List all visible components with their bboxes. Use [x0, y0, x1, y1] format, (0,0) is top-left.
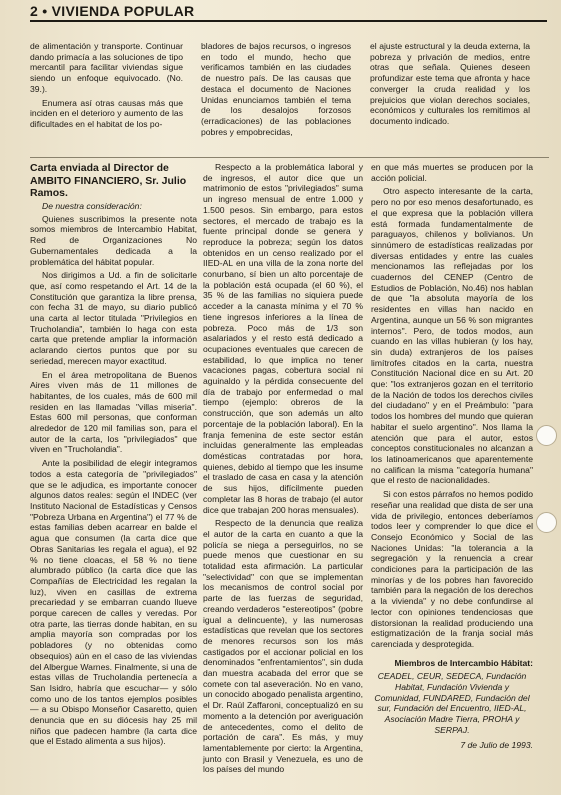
paragraph: Quienes suscribimos la presente nota somos miembros de Intercambio Habitat, Red de Organizaciones No Gubernamentales dedicada a la problemática del hábitat popular. [30, 213, 197, 267]
paragraph: Nos dirigimos a Ud. a fin de solicitarle que, así como respetando el Art. 14 de la Constitución que garantiza la libre prensa, con fecha 31 de mayo, su diario publicó una carta al lector titulada "Privilegios en Trucholandia", también lo haga con esta carta que pretende ampliar la información aclarando ciertos puntos que por su seriedad, merecen mayor exactitud. [30, 270, 197, 366]
binder-hole [536, 425, 557, 446]
paragraph: Si con estos párrafos no hemos podido reseñar una realidad que dista de ser una vida de privilegio, entonces deberíamos todos leer y comprender lo que dice el Consejo Económico y Social de las Naciones Unidas: "la tolerancia a la segregación y la renuencia a crear condiciones para la participación de las minorías y de los pobres han favorecido también para la negación de los derechos a la vivienda" y no debe confundirse al lector con opiniones tendenciosas que distorsionan la realidad produciendo una estigmatización de la franja social más carenciada y desprotegida. [371, 489, 533, 649]
signature-heading: Miembros de Intercambio Hábitat: [394, 657, 533, 668]
signature-organizations: CEADEL, CEUR, SEDECA, Fundación Habitat, Fundación Vivienda y Comunidad, FUNDARED, Fundación del sur, Fundación del Encuentro, IIED-AL, Asociación Madre Tierra, PROHA y SERPAJ. [374, 671, 530, 735]
salutation: De nuestra consideración: [42, 201, 142, 211]
paragraph: en que más muertes se producen por la acción policial. [371, 162, 533, 183]
header-rule [30, 20, 547, 22]
paragraph: Respecto de la denuncia que realiza el autor de la carta en cuanto a que la policía se niega a perseguirlos, no se puede menos que cuestionar en su totalidad esta afirmación. La particular "selectividad" con que se implementan los mecanismos de control social por parte de las fuerzas de seguridad, creando verdaderos "estereotipos" (pobre igual a delincuente), y las numerosas estadísticas que revelan que los sectores de menores recursos son los más castigados por el accionar policial en los denominados "enfrentamientos", sin duda dan muestra acabada del error que se comete con tal aseveración. No en vano, un conocido abogado penalista argentino, el Dr. Raúl Zaffaroni, conceptualizó en su momento a la detención por averiguación de antecedentes, como el delito de portación de cara". Es más, y muy lamentablemente por cierto: la Argentina, junto con Brasil y Venezuela, es uno de los países del mundo [203, 518, 363, 775]
letter-headline: Carta enviada al Director de AMBITO FINANCIERO, Sr. Julio Ramos. [30, 162, 187, 199]
binder-hole [536, 512, 557, 533]
page-title: 2 • VIVIENDA POPULAR [30, 3, 195, 19]
paragraph: de alimentación y transporte. Continuar dando primacía a las soluciones de tipo mercantil para facilitar viviendas sigue siendo un enfoque equivocado. (No. 39.). [30, 41, 183, 94]
letter-date: 7 de Julio de 1993. [460, 739, 533, 750]
top-column-3 [370, 41, 530, 130]
letter-column-2 [203, 162, 363, 778]
paragraph: Ante la posibilidad de elegir integramos todos a esta categoría de "privilegiados" que se le adjudica, es importante conocer algunos datos reales: según el INDEC (ver Instituto Nacional de Estadísticas y Censos "Pobreza Urbana en Argentina") el 77 % de estas familias deben acarrear en balde el agua que consumen (la carta dice que Obras Sanitarias les regala el agua), el 92 % no tiene cloacas, el 58 % no tiene alumbrado público (la carta dice que las Compañías de Electricidad les regalan la luz), viven en casillas de extrema precariedad y se embarran cuando llueve porque carecen de calles y veredas. Por otra parte, las tierras donde habitan, en su amplia mayoría son compradas por los pobladores (y no obtenidas como obsequios) aún en el caso de las viviendas del Albergue Warnes. Finalmente, si una de estas villas de Trucholandia pertenecía a San Isidro, habría que escuchar— y sólo como uno de los tantos ejemplos posibles— a su Obispo Monseñor Casaretto, quien denuncia que en su diócesis hay 25 mil niños que padecen hambre (la carta dice que el Estado alimenta a sus hijos). [30, 458, 197, 747]
paragraph: En el área metropolitana de Buenos Aires viven más de 11 millones de habitantes, de los cuales, más de 600 mil residen en las llamadas "villas miseria". Estas 600 mil personas, que conforman alrededor de 120 mil familias son, para el autor de la carta, los "privilegiados" que viven en "Trucholandia". [30, 369, 197, 455]
paragraph: el ajuste estructural y la deuda externa, la pobreza y privación de medios, entre otras que señala. Quienes deseen profundizar este tema que afronta y hace converger la cruda realidad y los prejuicios que violan derechos sociales, económicos y culturales los remitimos al documento indicado. [370, 41, 530, 126]
paragraph: Enumera así otras causas más que inciden en el deterioro y aumento de las dificultades en el habitat de los po- [30, 97, 183, 129]
paragraph: bladores de bajos recursos, o ingresos en todo el mundo, hecho que verificamos también en las ciudades de nuestro país. De las causas que destaca el documento de Naciones Unidas enunciamos también el tema de los desalojos forzosos (erradicaciones) de las poblaciones pobres y empobrecidas, [201, 41, 351, 137]
top-column-1 [30, 41, 183, 133]
page-header [0, 0, 561, 24]
paragraph: Otro aspecto interesante de la carta, pero no por eso menos desafortunado, es el que expresa que la población villera está formada fundamentalmente de paraguayos, chilenos y bolivianos. Un sinnúmero de estadísticas realizadas por diversas entidades y entre las cuales mencionamos las reflejadas por los cuadernos del CENEP (Centro de Estudios de Población, No.46) nos hablan de que "la absoluta mayoría de los residentes en villas han nacido en Argentina, aunque un 56 % son migrantes internos". Pero, de todos modos, aun cuando en las villas hubieran (y los hay, sin duda) extranjeros de los países limítrofes citados en la carta, nuestra Constitución Nacional dice en su Art. 20 que: "los extranjeros gozan en el territorio de la Nación de todos los derechos civiles del ciudadano" y en el Preámbulo: "para todos los hombres del mundo que quieran habitar el suelo argentino". Nos llama la atención que para el autor, estos conceptos constitucionales no alcanzan a los latinoamericanos que aparentemente no califican la misma "categoría humana" que el resto de nacionalidades. [371, 186, 533, 486]
letter-column-3 [371, 162, 533, 753]
section-divider [30, 157, 549, 158]
paragraph: Respecto a la problemática laboral y de ingresos, el autor dice que un matrimonio de estos "privilegiados" suma un ingreso mensual de entre 1.000 y 1.500 pesos. Sin embargo, para estos sectores, el mercado de trabajo es la fuente principal donde se genera y reproduce la pobreza; según los datos obtenidos en un censo realizado por el IIED-AL en una villa de la zona norte del conurbano, sí bien un alto porcentaje de la población está ocupada (el 60 %), el 35 % de las familias no siquiera puede acceder a la canasta mínima y el 70 % tiene ingresos inferiores a la línea de pobreza. Poco más de 1/3 son asalariados y el resto está dedicado a ocupaciones eventuales que carecen de estabilidad, lo que implica no tener vacaciones pagas, cobertura social ni aguinaldo y la pérdida consecuente del día de trabajo por enfermedad o mal tiempo (ejemplo: obreros de la construcción, que son además un alto porcentaje de la población laboral). En la franja femenina de este sector están incluidas generalmente las empleadas domésticas contratadas por hora, quienes, debido al tiempo que les insume el traslado de casa en casa y la atención de sus hijos, difícilmente pueden completar las 8 horas de trabajo (el autor dice que trabajan 200 horas mensuales). [203, 162, 363, 515]
top-column-2 [201, 41, 351, 140]
letter-column-1 [30, 201, 197, 750]
